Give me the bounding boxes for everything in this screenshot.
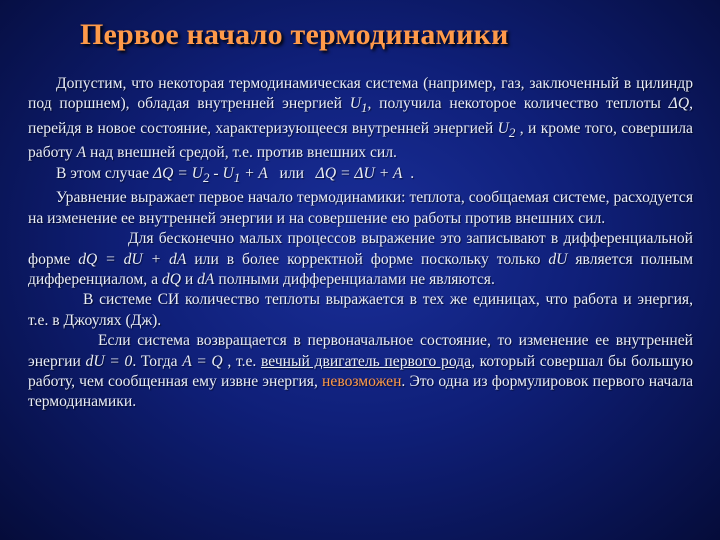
p4-text-c: является полным дифференциалом, а bbox=[28, 250, 694, 288]
p6-text-a: Если система возвращается в первоначальное состояние, то изменение ее внутренней энергии bbox=[28, 332, 693, 370]
p6-text-c: , т.е. bbox=[222, 352, 262, 370]
paragraph-4 bbox=[28, 229, 693, 290]
p2-end: . bbox=[402, 164, 415, 182]
equation-1: $\Delta Q = U_2 - U_1 + A$ bbox=[152, 164, 268, 185]
a-symbol: A bbox=[76, 144, 87, 162]
paragraph-6 bbox=[28, 331, 693, 413]
a-equals-q-equation: A = Q bbox=[182, 352, 223, 370]
p1-text-b: , получила некоторое количество теплоты bbox=[367, 95, 669, 113]
paragraph-2 bbox=[28, 164, 693, 189]
p1-text-c: , перейдя в новое состояние, характеризующееся внутренней энергией bbox=[28, 95, 693, 137]
dq-diff-symbol: dQ bbox=[161, 270, 181, 288]
paragraph-3: Уравнение выражает первое начало термодинамики: теплота, сообщаемая системе, расходуется на изменение ее внутренней энергии и на совершение ею работы против внешних сил. bbox=[28, 189, 693, 227]
paragraph-1 bbox=[28, 74, 693, 164]
dq-symbol: ΔQ bbox=[668, 95, 690, 113]
slide-title: Первое начало термодинамики bbox=[80, 18, 509, 51]
equation-2: ΔQ = ΔU + A bbox=[315, 164, 403, 182]
p1-text-e: над внешней средой, т.е. против внешних сил. bbox=[86, 144, 397, 162]
perpetual-motion-term: вечный двигатель первого рода bbox=[261, 352, 472, 370]
slide-body bbox=[28, 74, 693, 413]
p6-text-d: , который совершал бы большую работу, чем сообщенная ему извне энергия, bbox=[28, 352, 693, 391]
p4-text-d: и bbox=[180, 270, 198, 288]
u1-symbol: $U_1$ bbox=[349, 95, 368, 116]
p6-text-b: . Тогда bbox=[132, 352, 183, 370]
p1-text-a: Допустим, что некоторая термодинамическая система (например, газ, заключенный в цилиндр под поршнем), обладая внутренней энергией bbox=[28, 75, 693, 113]
da-symbol: dA bbox=[197, 270, 215, 288]
du-zero-equation: dU = 0 bbox=[85, 352, 133, 370]
p2-text-a: В этом случае bbox=[56, 164, 153, 182]
du-symbol: dU bbox=[548, 250, 568, 268]
p4-text-a: Для бесконечно малых процессов выражение это записывают в дифференциальной форме bbox=[28, 230, 693, 268]
u2-symbol: $U_2$ bbox=[497, 119, 516, 141]
p1-text-d: , и кроме того, совершила работу bbox=[28, 119, 693, 162]
paragraph-5: В системе СИ количество теплоты выражается в тех же единицах, что работа и энергия, т.е. в Джоулях (Дж). bbox=[28, 291, 693, 329]
differential-equation: dQ = dU + dA bbox=[78, 250, 187, 268]
p4-text-b: или в более корректной форме поскольку только bbox=[186, 250, 549, 268]
impossible-highlight: невозможен bbox=[322, 373, 402, 391]
p6-text-e: . Это одна из формулировок первого начала термодинамики. bbox=[28, 373, 693, 411]
p4-text-e: полными дифференциалами не являются. bbox=[214, 270, 495, 288]
p2-or: или bbox=[267, 164, 316, 182]
